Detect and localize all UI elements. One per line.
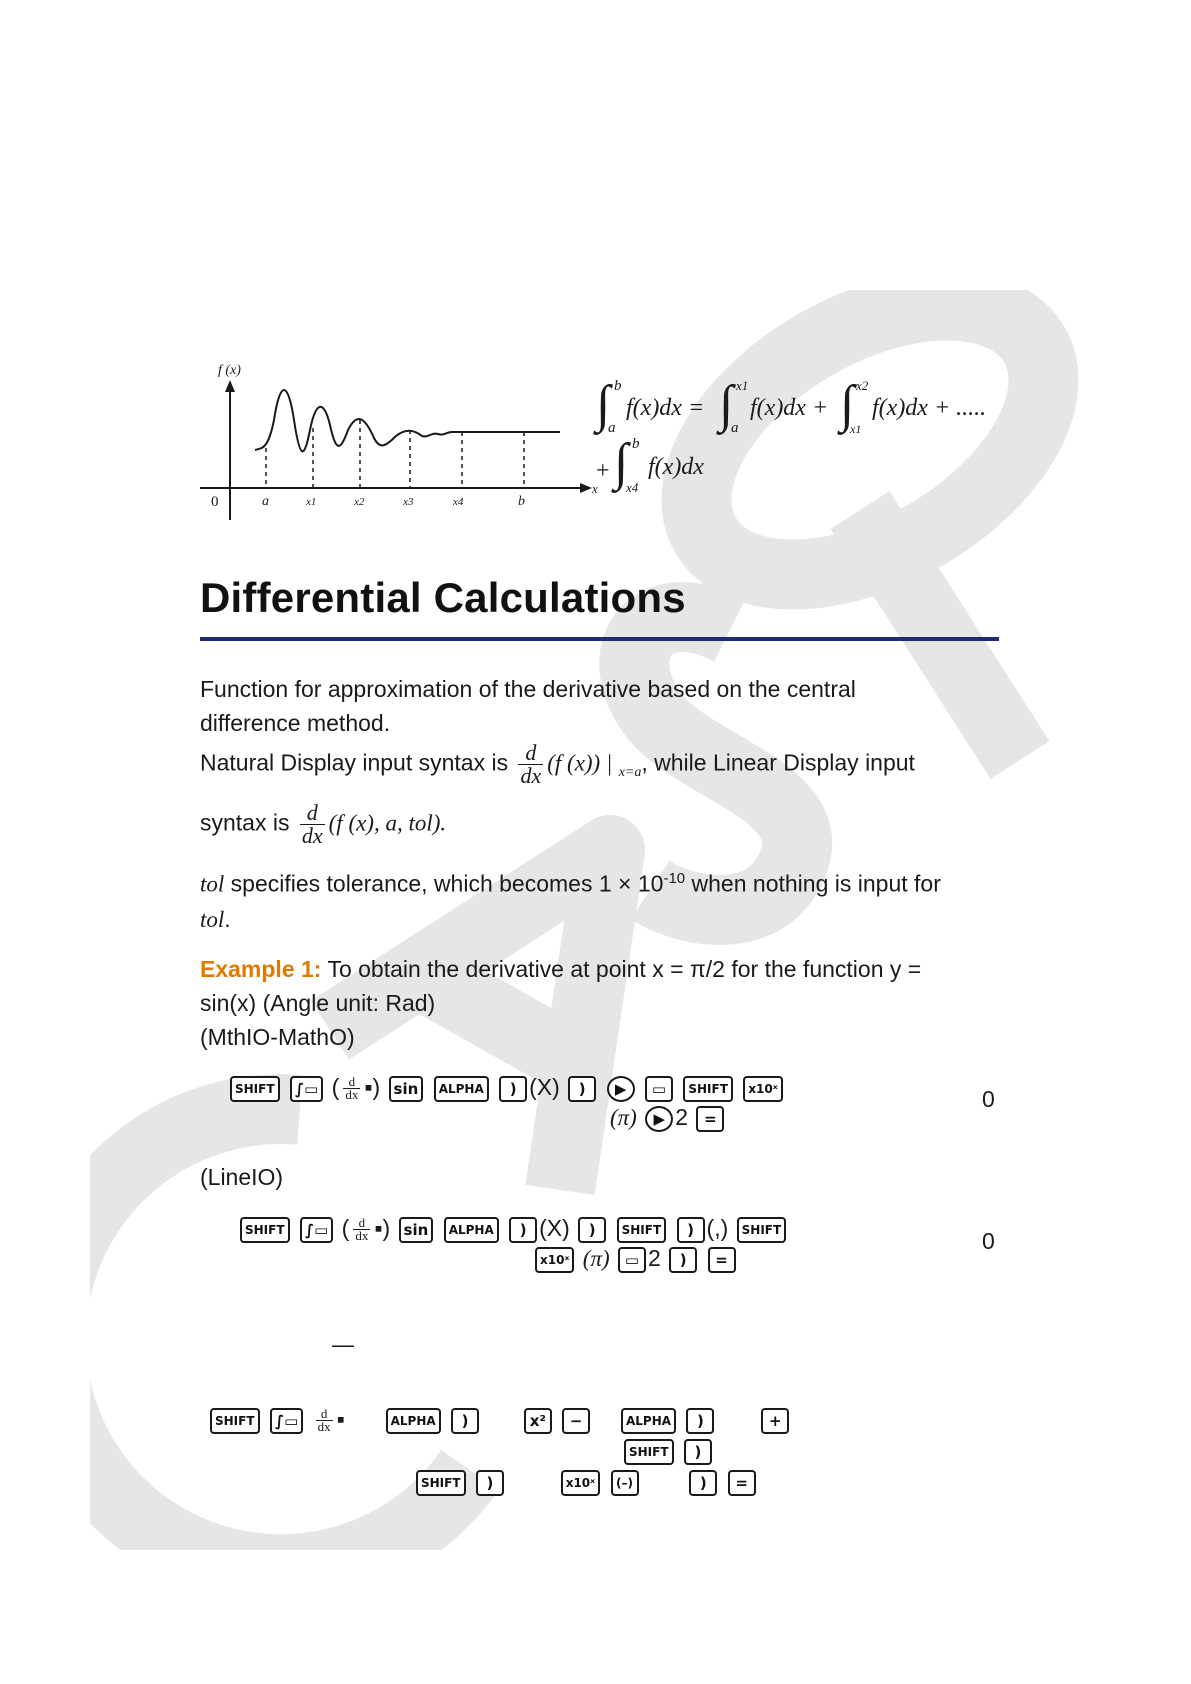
- graph-tick-x4: x4: [453, 496, 464, 508]
- y-axis-arrow: [225, 380, 235, 392]
- key-sequence-1: SHIFT ∫▭ ( $\frac{d}{dx}$ ▪) sin ALPHA ) (X) ) ▶ ▭ SHIFT x10ˣ: [228, 1072, 785, 1102]
- fraction-key-2[interactable]: ▭: [618, 1247, 646, 1273]
- key-sequence-3: SHIFT ∫▭ $\frac{d}{dx}$ ▪ ALPHA ) x² − ALPHA ) +: [208, 1404, 791, 1434]
- dash-mark: —: [332, 1332, 354, 1357]
- graph-tick-x3: x3: [403, 496, 414, 508]
- plus-key[interactable]: +: [761, 1408, 789, 1434]
- x-squared-key[interactable]: x²: [524, 1408, 552, 1434]
- fraction-key[interactable]: ▭: [645, 1076, 673, 1102]
- alpha-key-2[interactable]: ALPHA: [444, 1217, 499, 1243]
- close-paren-key-7[interactable]: ): [451, 1408, 479, 1434]
- example-label: Example 1:: [200, 956, 322, 982]
- shift-key-5[interactable]: SHIFT: [737, 1217, 787, 1243]
- close-paren-key-4[interactable]: ): [578, 1217, 606, 1243]
- linear-syntax: syntax is $\frac{d}{dx}$ (f (x), a, tol).: [200, 800, 447, 848]
- shift-key-3[interactable]: SHIFT: [240, 1217, 290, 1243]
- tol-paragraph: tol specifies tolerance, which becomes $1 \times 10^{-10}$ when nothing is input for tol.: [200, 870, 941, 932]
- key-sequence-3b: [622, 1435, 714, 1465]
- integral-formula: ∫ b a f(x)dx = ∫ x1 a f(x)dx + ∫ x2 x1 f(x)dx + ..... + ∫ b x4 f(x)dx: [596, 376, 987, 495]
- integral-graph: [200, 360, 600, 520]
- key-sequence-2b: x10ˣ (π) ▭ 2 ) =: [533, 1243, 738, 1274]
- shift-key-4[interactable]: SHIFT: [617, 1217, 667, 1243]
- formula-term-1: f(x)dx =: [626, 395, 705, 421]
- graph-tick-x1: x1: [306, 496, 317, 508]
- close-paren-key-8[interactable]: ): [686, 1408, 714, 1434]
- shift-key-6[interactable]: SHIFT: [210, 1408, 260, 1434]
- result-1: 0: [982, 1086, 995, 1112]
- graph-tick-b: b: [518, 494, 525, 509]
- graph-tick-x2: x2: [354, 496, 365, 508]
- section-title: Differential Calculations: [200, 574, 686, 621]
- integral-key-3[interactable]: ∫▭: [270, 1408, 303, 1434]
- formula-term-3: f(x)dx + .....: [872, 395, 987, 421]
- natural-syntax: Natural Display input syntax is $\frac{d}{dx}$ (f (x)) | $_{x=a}$, while Linear Display input: [200, 740, 915, 788]
- key-sequence-3c: [414, 1466, 758, 1496]
- integral-key[interactable]: ∫▭: [290, 1076, 323, 1102]
- shift-key-8[interactable]: SHIFT: [416, 1470, 466, 1496]
- right-arrow-key-2[interactable]: ▶: [645, 1106, 673, 1132]
- x-axis-arrow: [580, 483, 592, 493]
- close-paren-key-5[interactable]: ): [677, 1217, 705, 1243]
- close-paren-key-11[interactable]: ): [689, 1470, 717, 1496]
- equals-key-3[interactable]: =: [728, 1470, 756, 1496]
- shift-key-2[interactable]: SHIFT: [683, 1076, 733, 1102]
- sin-key[interactable]: sin: [389, 1076, 424, 1102]
- alpha-key-4[interactable]: ALPHA: [621, 1408, 676, 1434]
- alpha-key-3[interactable]: ALPHA: [386, 1408, 441, 1434]
- alpha-key[interactable]: ALPHA: [434, 1076, 489, 1102]
- close-paren-key-6[interactable]: ): [669, 1247, 697, 1273]
- formula-term-4: f(x)dx: [648, 454, 704, 480]
- close-paren-key-2[interactable]: ): [568, 1076, 596, 1102]
- graph-y-label: f (x): [218, 363, 241, 378]
- mode-mathio: (MthIO-MathO): [200, 1024, 355, 1050]
- intro-line-2: difference method.: [200, 710, 391, 736]
- intro-paragraph: [200, 672, 1000, 740]
- key-sequence-1b: (π) ▶ 2 =: [610, 1102, 726, 1133]
- formula-term-2: f(x)dx +: [750, 395, 829, 421]
- shift-key-7[interactable]: SHIFT: [624, 1439, 674, 1465]
- right-arrow-key[interactable]: ▶: [607, 1076, 635, 1102]
- sin-key-2[interactable]: sin: [399, 1217, 434, 1243]
- result-2: 0: [982, 1228, 995, 1254]
- negative-key[interactable]: (–): [611, 1470, 639, 1496]
- graph-origin: 0: [211, 494, 219, 510]
- ddx-fraction-2: $\frac{d}{dx}$: [301, 800, 323, 848]
- intro-line-1: Function for approximation of the derivative based on the central: [200, 676, 856, 702]
- ddx-fraction: $\frac{d}{dx}$: [520, 740, 542, 788]
- shift-key[interactable]: SHIFT: [230, 1076, 280, 1102]
- x10-key-3[interactable]: x10ˣ: [561, 1470, 600, 1496]
- example-1: Example 1: To obtain the derivative at point x = π/2 for the function y = sin(x) (Angle unit: Rad) (MthIO-MathO): [200, 952, 1000, 1054]
- curve: [255, 390, 560, 451]
- title-rule: [200, 637, 999, 641]
- mode-lineio: (LineIO): [200, 1164, 284, 1190]
- integral-key-2[interactable]: ∫▭: [300, 1217, 333, 1243]
- close-paren-key[interactable]: ): [499, 1076, 527, 1102]
- equals-key[interactable]: =: [696, 1106, 724, 1132]
- close-paren-key-10[interactable]: ): [476, 1470, 504, 1496]
- graph-tick-a: a: [262, 494, 269, 509]
- close-paren-key-9[interactable]: ): [684, 1439, 712, 1465]
- x10-key[interactable]: x10ˣ: [743, 1076, 782, 1102]
- partition-lines: [266, 420, 524, 488]
- close-paren-key-3[interactable]: ): [509, 1217, 537, 1243]
- graph-x-label: x: [592, 481, 598, 496]
- key-sequence-2: SHIFT ∫▭ ( $\frac{d}{dx}$ ▪) sin ALPHA ) (X) ) SHIFT ) (,) SHIFT: [238, 1213, 788, 1243]
- minus-key[interactable]: −: [562, 1408, 590, 1434]
- equals-key-2[interactable]: =: [708, 1247, 736, 1273]
- x10-key-2[interactable]: x10ˣ: [535, 1247, 574, 1273]
